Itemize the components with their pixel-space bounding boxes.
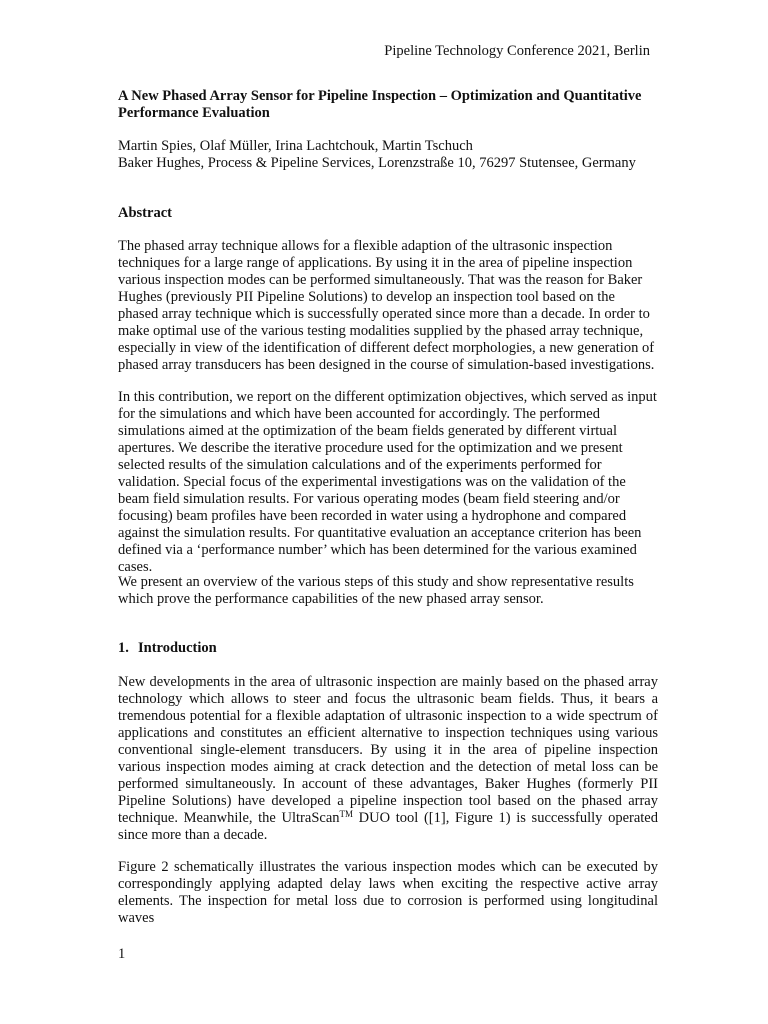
author-block <box>118 138 658 172</box>
introduction-heading <box>118 640 217 657</box>
abstract-paragraph-1: The phased array technique allows for a flexible adaption of the ultrasonic inspection techniques for a large range of applications. By using it in the area of pipeline inspection various inspection modes can be performed simultaneously. That was the reason for Baker Hughes (previously PII Pipeline Solutions) to develop an inspection tool based on the phased array technique which is successfully operated since more than a decade. In order to make optimal use of the various testing modalities supplied by the phased array technique, especially in view of the identification of different defect morphologies, a new generation of phased array transducers has been designed in the course of simulation-based investigations. <box>118 238 655 373</box>
intro-text-part-2: DUO tool ([1], Figure 1) is successfully operated since more than a decade. <box>118 810 658 843</box>
author-names: Martin Spies, Olaf Müller, Irina Lachtchouk, Martin Tschuch <box>118 138 473 154</box>
paper-title: A New Phased Array Sensor for Pipeline Inspection – Optimization and Quantitative Performance Evaluation <box>118 88 642 121</box>
page-number: 1 <box>118 946 126 962</box>
abstract-paragraph-2: In this contribution, we report on the different optimization objectives, which served as input for the simulations and which have been accounted for accordingly. The performed simulations aimed at the optimization of the beam fields generated by different virtual apertures. We describe the iterative procedure used for the optimization and we present selected results of the simulation calculations and of the experiments performed for validation. Special focus of the experimental investigations was on the validation of the beam field simulation results. For various operating modes (beam field steering and/or focusing) beam profiles have been recorded in water using a hydrophone and compared against the simulation results. For quantitative evaluation an acceptance criterion has been defined via a ‘performance number’ which has been determined for the various examined cases. <box>118 389 657 575</box>
section-number: 1. <box>118 640 129 656</box>
introduction-paragraph-2: Figure 2 schematically illustrates the various inspection modes which can be executed by correspondingly applying adapted delay laws when exciting the respective active array elements. The inspection for metal loss due to corrosion is performed using longitudinal waves <box>118 859 658 926</box>
abstract-heading: Abstract <box>118 205 172 221</box>
intro-text-part-1: New developments in the area of ultrasonic inspection are mainly based on the phased array technology which allows to steer and focus the ultrasonic beam fields. Thus, it bears a tremendous potential for a flexible adaptation of ultrasonic inspection to a wide spectrum of applications and constitutes an efficient alternative to inspection techniques using various conventional single-element transducers. By using it in the area of pipeline inspection various inspection modes aiming at crack detection and the detection of metal loss can be performed simultaneously. In account of these advantages, Baker Hughes (formerly PII Pipeline Solutions) have developed a pipeline inspection tool based on the phased array technique. Meanwhile, the UltraScan <box>118 674 658 826</box>
conference-header: Pipeline Technology Conference 2021, Berlin <box>384 43 650 59</box>
section-title: Introduction <box>138 640 217 656</box>
author-affiliation: Baker Hughes, Process & Pipeline Services, Lorenzstraße 10, 76297 Stutensee, Germany <box>118 155 636 171</box>
trademark-superscript: TM <box>339 809 354 819</box>
abstract-paragraph-3: We present an overview of the various steps of this study and show representative results which prove the performance capabilities of the new phased array sensor. <box>118 574 634 607</box>
introduction-paragraph-1 <box>118 674 658 844</box>
